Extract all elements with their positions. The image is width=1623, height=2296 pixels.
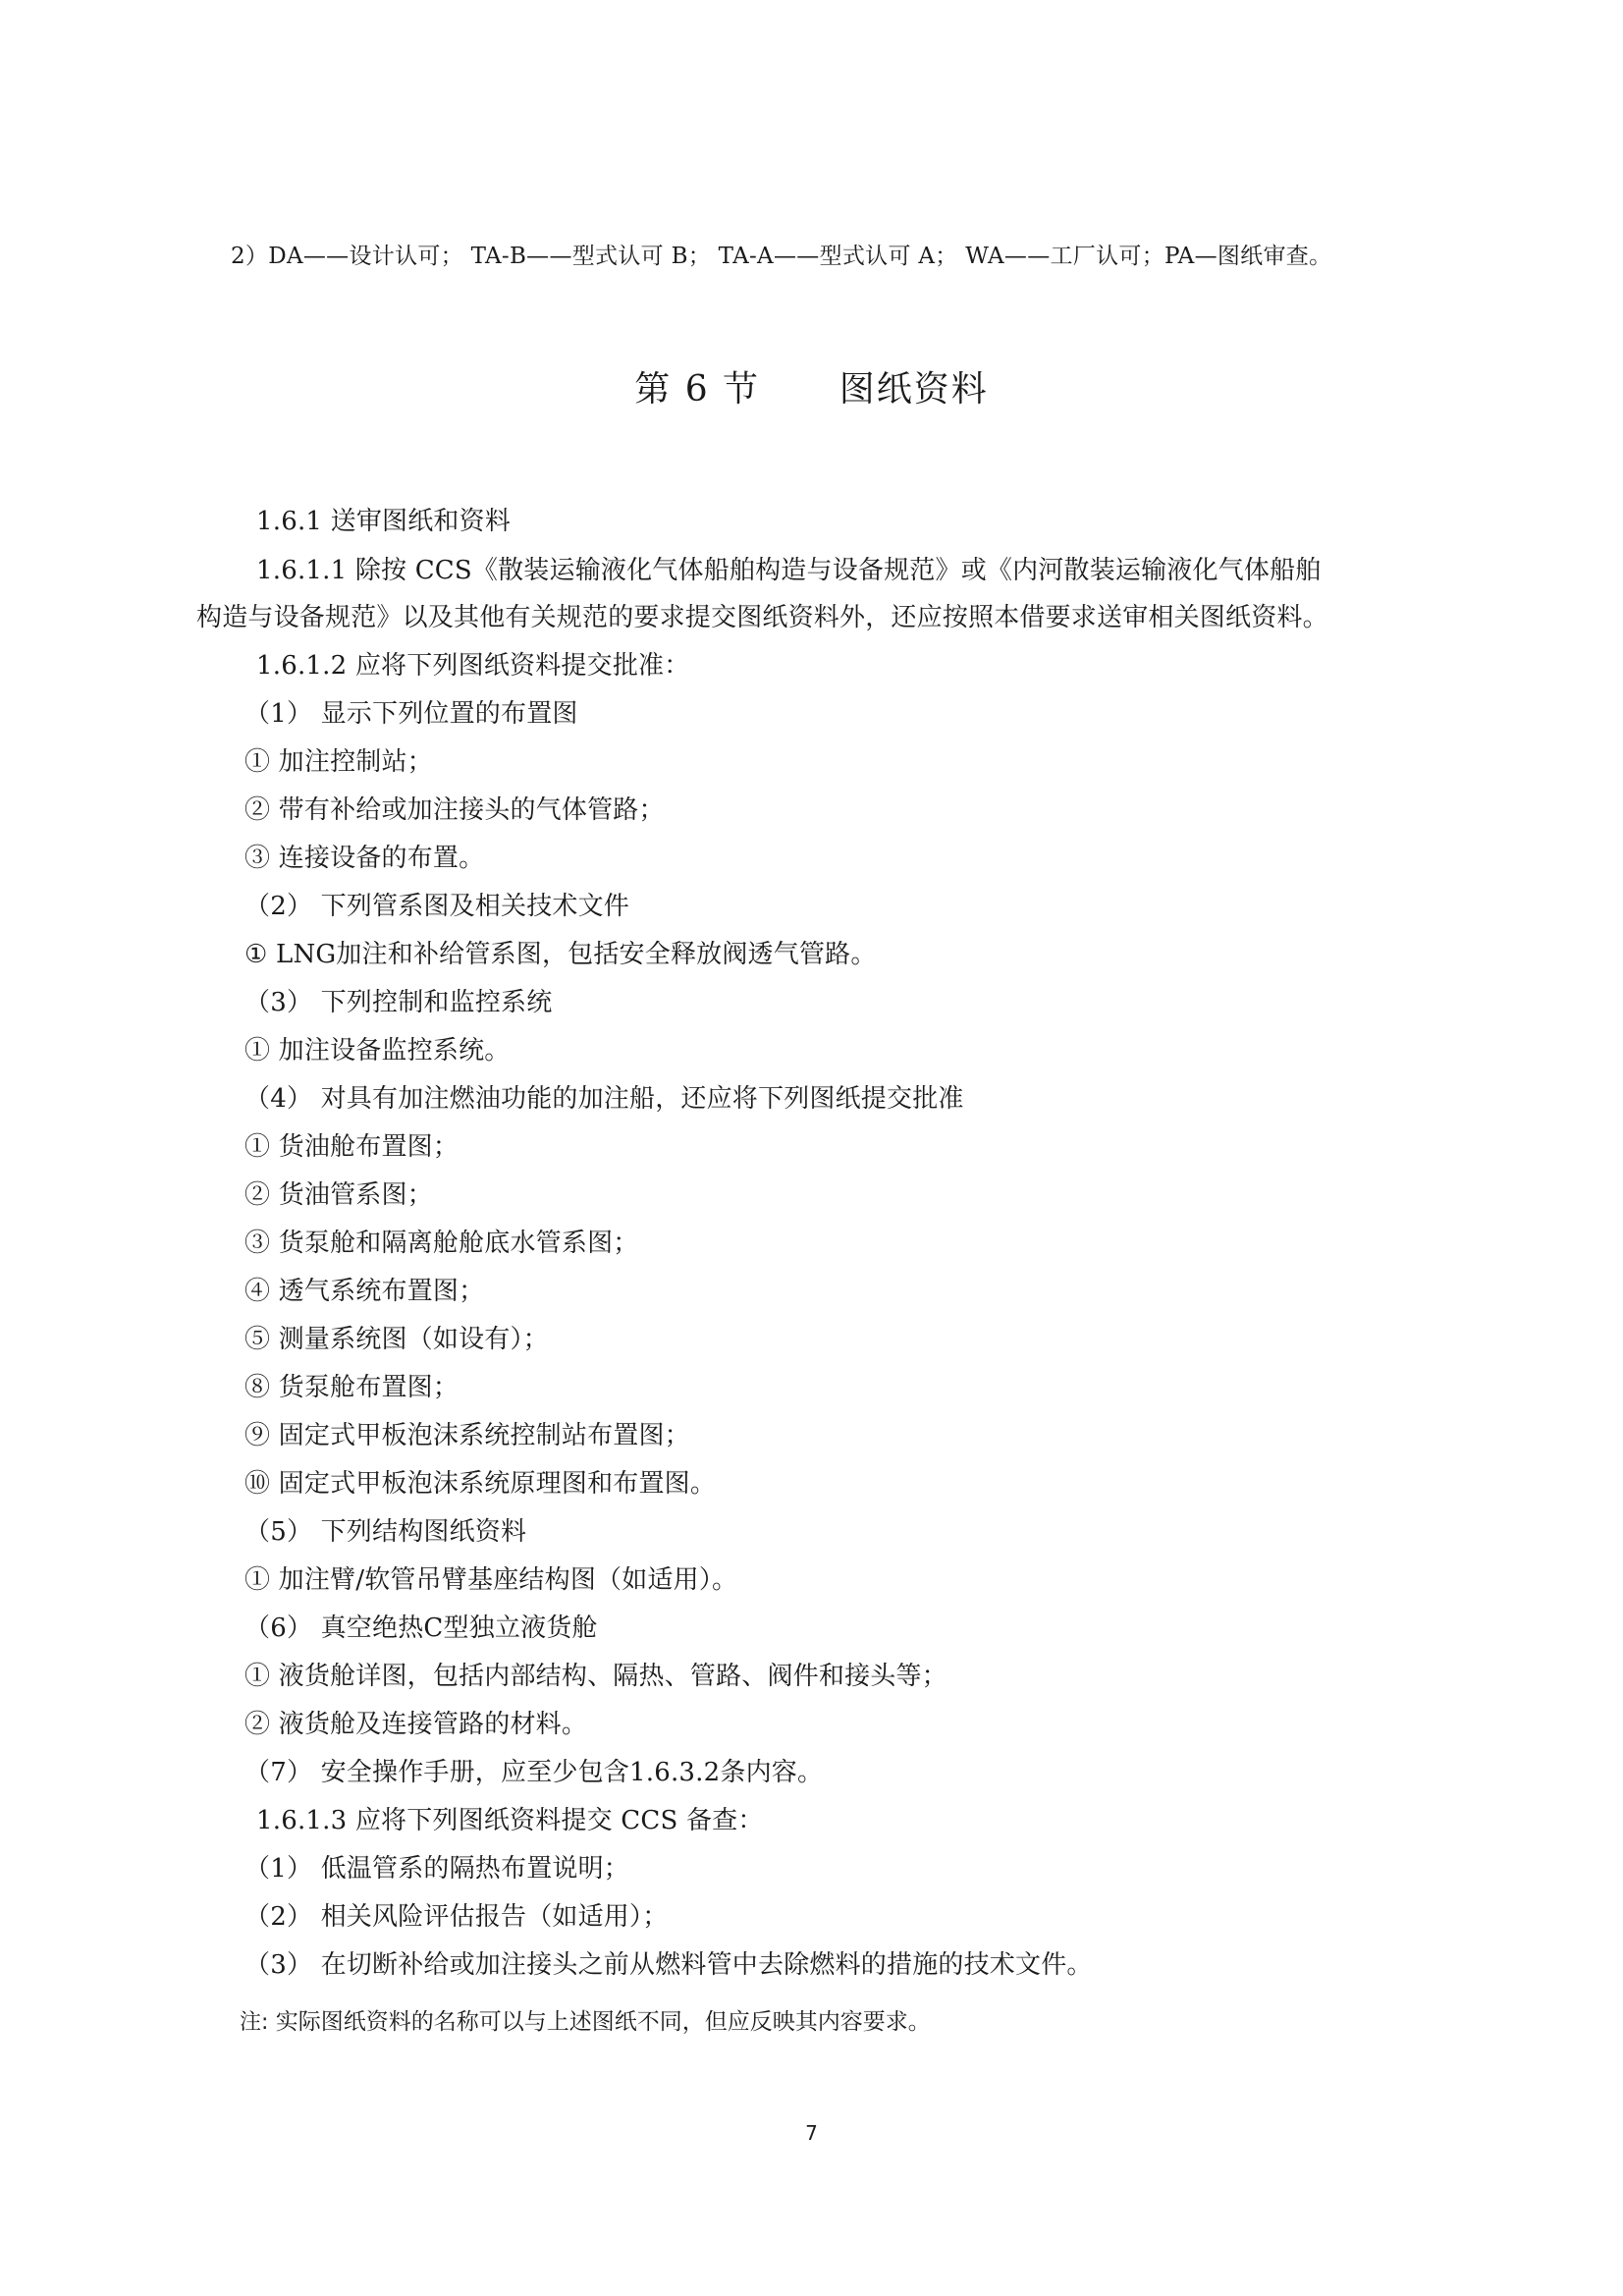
list-item: ④ 透气系统布置图；: [244, 1277, 485, 1306]
list-item: ① 加注臂/软管吊臂基座结构图（如适用）。: [244, 1565, 738, 1595]
list-item: ② 货油管系图；: [244, 1180, 433, 1210]
list-item: ⑤ 测量系统图（如设有）；: [244, 1325, 549, 1354]
list-item: （6） 真空绝热C型独立液货舱: [244, 1613, 598, 1643]
note-text: 实际图纸资料的名称可以与上述图纸不同，但应反映其内容要求。: [268, 2009, 931, 2035]
list-item: （2） 下列管系图及相关技术文件: [244, 892, 630, 921]
section-title: 第 6 节 图纸资料: [634, 369, 989, 410]
clause-text: 1.6.1.2 应将下列图纸资料提交批准：: [256, 651, 690, 681]
list-item: ⑨ 固定式甲板泡沫系统控制站布置图；: [244, 1421, 690, 1450]
list-item: ③ 货泵舱和隔离舱舱底水管系图；: [244, 1229, 639, 1258]
list-item: ③ 连接设备的布置。: [244, 844, 485, 873]
list-item: ② 带有补给或加注接头的气体管路；: [244, 795, 665, 825]
clause-text-continued: 构造与设备规范》以及其他有关规范的要求提交图纸资料外，还应按照本借要求送审相关图纸资料。: [196, 603, 1328, 632]
list-item: ⑧ 货泵舱布置图；: [244, 1373, 460, 1402]
note-label: 注:: [240, 2010, 269, 2035]
list-item: ① 货油舱布置图；: [244, 1132, 460, 1162]
list-item: （1） 显示下列位置的布置图: [244, 699, 578, 729]
list-item: （5） 下列结构图纸资料: [244, 1517, 527, 1547]
note: [240, 2003, 931, 2036]
list-item: （7） 安全操作手册，应至少包含1.6.3.2条内容。: [244, 1758, 824, 1787]
list-item: （1） 低温管系的隔热布置说明；: [244, 1854, 630, 1884]
list-item: ① 加注控制站；: [244, 747, 433, 777]
clause-heading: 1.6.1 送审图纸和资料: [256, 507, 512, 536]
list-item: （2） 相关风险评估报告（如适用）；: [244, 1902, 669, 1932]
clause-text: 1.6.1.1 除按 CCS《散装运输液化气体船舶构造与设备规范》或《内河散装运输液化气体船舶: [256, 556, 1322, 585]
list-item: ⑩ 固定式甲板泡沫系统原理图和布置图。: [244, 1469, 717, 1499]
list-item: （4） 对具有加注燃油功能的加注船，还应将下列图纸提交批准: [244, 1084, 964, 1114]
list-item: （3） 在切断补给或加注接头之前从燃料管中去除燃料的措施的技术文件。: [244, 1950, 1093, 1980]
list-item: ① 加注设备监控系统。: [244, 1036, 511, 1066]
footnote-abbreviations: 2）DA——设计认可； TA-B——型式认可 B； TA-A——型式认可 A； WA——工厂认可；PA—图纸审查。: [231, 244, 1332, 269]
list-item: ① LNG加注和补给管系图，包括安全释放阀透气管路。: [244, 940, 877, 969]
list-item: ② 液货舱及连接管路的材料。: [244, 1710, 588, 1739]
clause-text: 1.6.1.3 应将下列图纸资料提交 CCS 备查：: [256, 1806, 764, 1835]
page-number: 7: [805, 2121, 818, 2145]
list-item: （3） 下列控制和监控系统: [244, 988, 553, 1017]
list-item: ① 液货舱详图，包括内部结构、隔热、管路、阀件和接头等；: [244, 1662, 947, 1691]
